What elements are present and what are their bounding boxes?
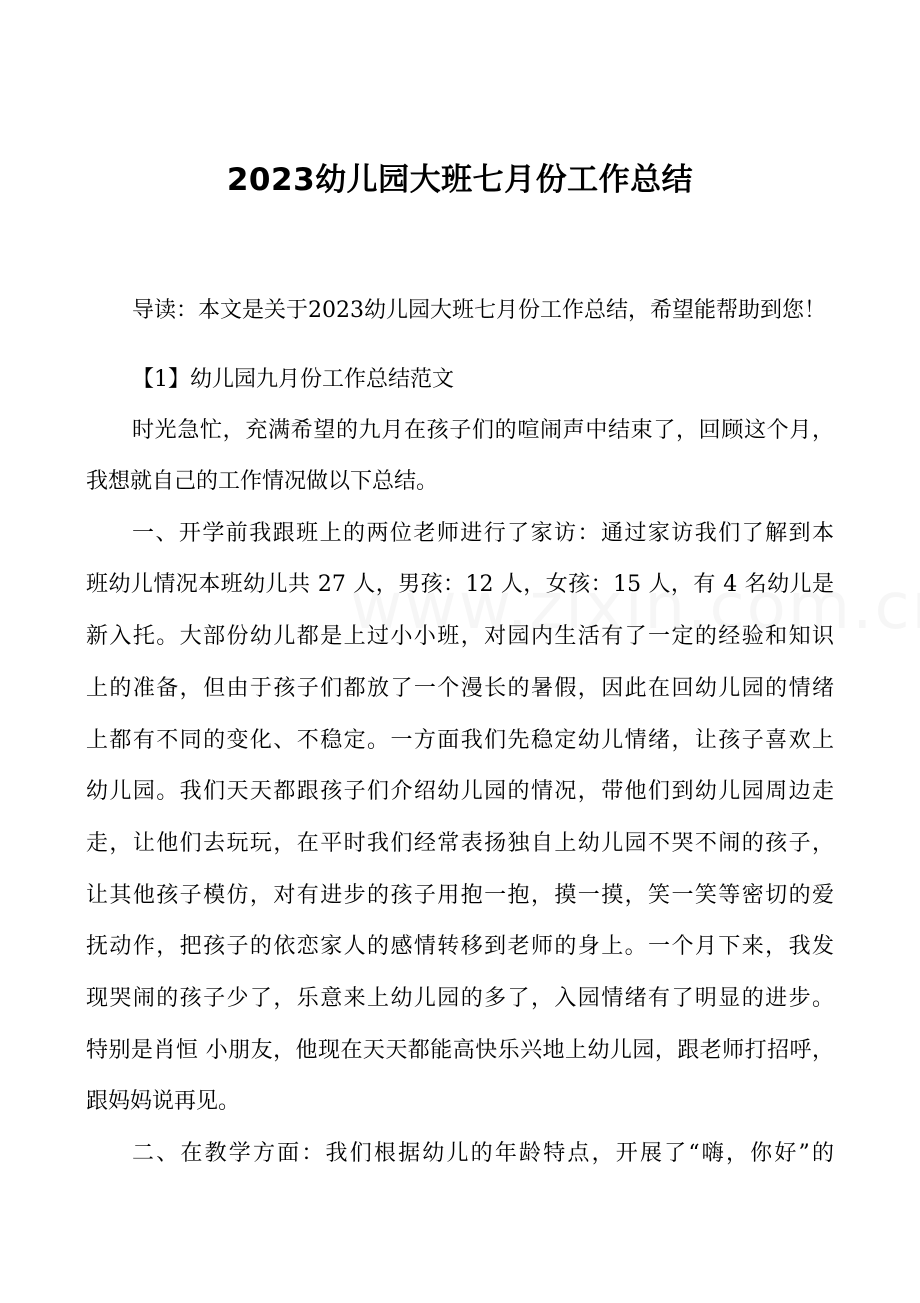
body-line: 班幼儿情况本班幼儿共 27 人，男孩：12 人，女孩：15 人，有 4 名幼儿是 [86, 572, 834, 597]
body-line: 让其他孩子模仿，对有进步的孩子用抱一抱，摸一摸，笑一笑等密切的爱 [86, 883, 834, 908]
body-line: 跟妈妈说再见。 [86, 1089, 241, 1114]
body-line: 现哭闹的孩子少了，乐意来上幼儿园的多了，入园情绪有了明显的进步。 [86, 986, 834, 1011]
body-line: 特别是肖恒 小朋友，他现在天天都能高快乐兴地上幼儿园，跟老师打招呼， [86, 1038, 834, 1063]
body-line: 走，让他们去玩玩，在平时我们经常表扬独自上幼儿园不哭不闹的孩子， [86, 831, 834, 856]
body-line: 新入托。大部份幼儿都是上过小小班，对园内生活有了一定的经验和知识 [86, 624, 834, 649]
document-title: 2023幼儿园大班七月份工作总结 [226, 162, 694, 198]
body-line: 抚动作，把孩子的依恋家人的感情转移到老师的身上。一个月下来，我发 [86, 934, 834, 959]
body-line: 上都有不同的变化、不稳定。一方面我们先稳定幼儿情绪，让孩子喜欢上 [86, 728, 834, 753]
body-line: 上的准备，但由于孩子们都放了一个漫长的暑假，因此在回幼儿园的情绪 [86, 676, 834, 701]
section-heading: 【1】幼儿园九月份工作总结范文 [132, 367, 454, 392]
body-line: 二、在教学方面：我们根据幼儿的年龄特点，开展了“嗨，你好”的 [132, 1141, 834, 1166]
body-line: 时光急忙，充满希望的九月在孩子们的喧闹声中结束了，回顾这个月， [132, 418, 834, 443]
body-line: 幼儿园。我们天天都跟孩子们介绍幼儿园的情况，带他们到幼儿园周边走 [86, 779, 834, 804]
intro-paragraph: 导读：本文是关于2023幼儿园大班七月份工作总结，希望能帮助到您！ [132, 298, 826, 323]
body-line: 一、开学前我跟班上的两位老师进行了家访：通过家访我们了解到本 [132, 521, 834, 546]
body-line: 我想就自己的工作情况做以下总结。 [86, 469, 439, 494]
